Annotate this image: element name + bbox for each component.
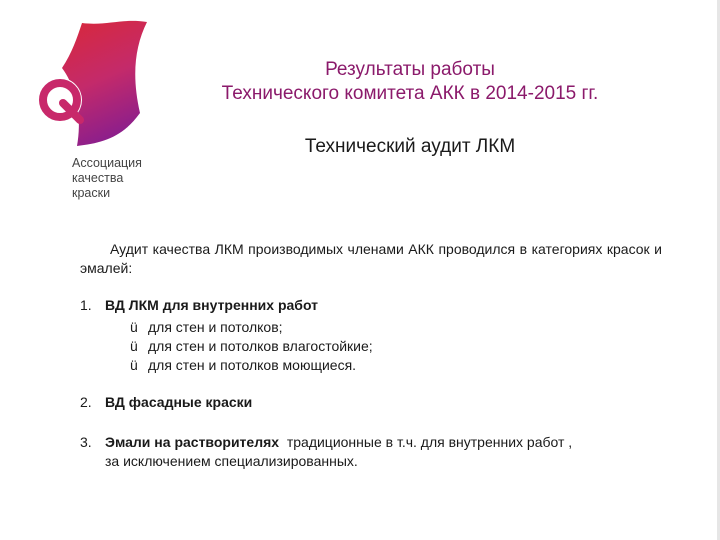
item-title: ВД фасадные краски [105,394,253,410]
sub-list-item [130,356,373,375]
item-title: ВД ЛКМ для внутренних работ [105,297,319,313]
sub-item-text: для стен и потолков; [148,319,283,335]
check-icon: ü [130,338,138,354]
logo-line-1: Ассоциация [72,156,142,170]
logo-line-2: качества [72,171,124,185]
sub-list-item [130,318,373,337]
intro-paragraph: Аудит качества ЛКМ производимых членами АКК проводился в категориях красок и эмалей: [80,241,662,276]
item-title: Эмали на растворителях [105,434,280,450]
check-icon: ü [130,319,138,335]
list-item-2 [80,393,252,412]
title-line-2: Технического комитета АКК в 2014-2015 гг. [221,83,599,104]
title-line-1: Результаты работы [325,59,495,80]
item-number: 1. [80,297,92,313]
logo-caption [72,156,142,201]
list-item-3 [80,433,680,471]
item-number: 2. [80,394,92,410]
page-subtitle: Технический аудит ЛКМ [304,136,516,157]
item-text-continued: за исключением специализированных. [105,453,358,469]
item-number: 3. [80,434,92,450]
sub-item-text: для стен и потолков моющиеся. [148,357,357,373]
sub-list-item [130,337,373,356]
q-ribbon-logo-icon [22,18,154,153]
sub-list [130,318,373,375]
sub-item-text: для стен и потолков влагостойкие; [148,338,373,354]
check-icon: ü [130,357,138,373]
list-item-1 [80,296,318,315]
association-logo [22,18,154,208]
logo-line-3: краски [72,186,111,200]
page-title [160,58,660,106]
item-text: традиционные в т.ч. для внутренних работ , [286,434,573,450]
